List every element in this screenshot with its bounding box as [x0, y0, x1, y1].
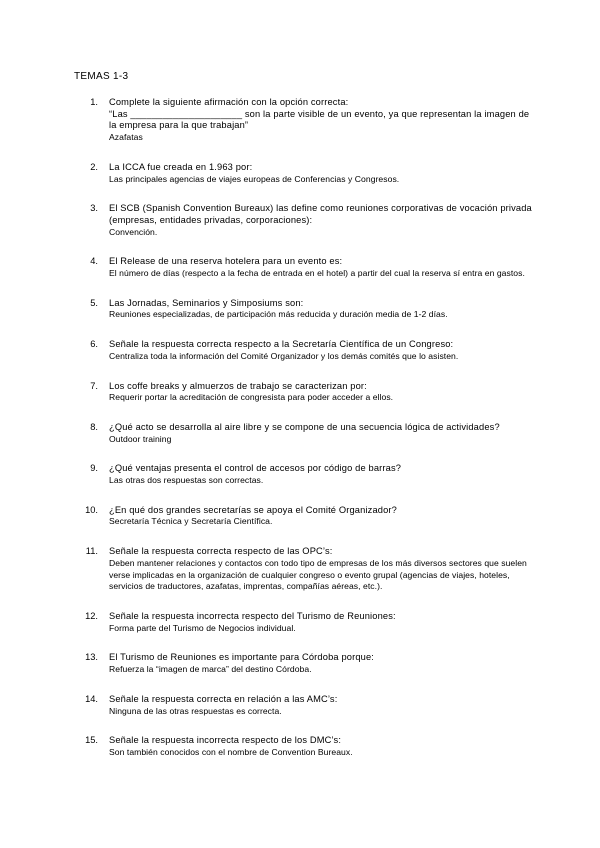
question-item	[74, 422, 534, 445]
question-item	[74, 339, 534, 362]
question-item	[74, 546, 534, 593]
question-text: La ICCA fue creada en 1.963 por:	[109, 161, 253, 172]
question-answer: Reuniones especializadas, de participación más reducida y duración media de 1-2 días.	[109, 309, 448, 320]
question-item	[74, 652, 534, 675]
question-number: 11.	[85, 546, 98, 557]
question-item	[74, 203, 534, 238]
question-answer: Centraliza toda la información del Comité Organizador y los demás comités que lo asisten.	[109, 350, 459, 361]
question-answer: Azafatas	[109, 132, 143, 143]
question-number: 13.	[85, 652, 98, 663]
question-answer: Las principales agencias de viajes europeas de Conferencias y Congresos.	[109, 173, 400, 184]
question-item	[74, 97, 534, 144]
question-text: Señale la respuesta correcta en relación a las AMC’s:	[109, 693, 338, 704]
question-answer: Requerir portar la acreditación de congresista para poder acceder a ellos.	[109, 392, 394, 403]
question-answer: Secretaría Técnica y Secretaría Científica.	[109, 516, 273, 527]
question-text: Señale la respuesta incorrecta respecto de los DMC’s:	[109, 735, 342, 746]
question-number: 3.	[90, 203, 98, 214]
question-item	[74, 611, 534, 634]
question-number: 6.	[90, 339, 98, 350]
question-number: 7.	[90, 380, 98, 391]
question-number: 8.	[90, 421, 98, 432]
question-number: 12.	[85, 610, 98, 621]
question-answer: Convención.	[109, 226, 158, 237]
question-number: 14.	[85, 693, 98, 704]
question-number: 5.	[90, 297, 98, 308]
question-text: Los coffe breaks y almuerzos de trabajo se caracterizan por:	[109, 380, 367, 391]
question-item	[74, 694, 534, 717]
question-text: ¿Qué acto se desarrolla al aire libre y se compone de una secuencia lógica de actividades?	[109, 421, 500, 432]
question-answer: Son también conocidos con el nombre de Convention Bureaux.	[109, 746, 353, 757]
question-answer: Ninguna de las otras respuestas es correcta.	[109, 705, 282, 716]
question-answer: Las otras dos respuestas son correctas.	[109, 475, 264, 486]
question-text: ¿En qué dos grandes secretarías se apoya el Comité Organizador?	[109, 504, 397, 515]
question-text: ¿Qué ventajas presenta el control de accesos por código de barras?	[109, 463, 402, 474]
question-answer: Deben mantener relaciones y contactos con todo tipo de empresas de los más diversos sectores que suelen verse implicadas en la organización de cualquier congreso o evento grupal (agencias de viajes, hoteles, servicios de traductores, azafatas, imprentas, compañías aéreas, etc.).	[109, 557, 527, 592]
question-text: El Turismo de Reuniones es importante para Córdoba porque:	[109, 652, 375, 663]
question-item	[74, 381, 534, 404]
question-text: El SCB (Spanish Convention Bureaux) las define como reuniones corporativas de vocación privada (empresas, entidades privadas, corporaciones):	[109, 203, 532, 225]
question-text: Señale la respuesta correcta respecto a la Secretaría Científica de un Congreso:	[109, 339, 454, 350]
question-answer: Forma parte del Turismo de Negocios individual.	[109, 622, 296, 633]
question-number: 9.	[90, 463, 98, 474]
question-item	[74, 162, 534, 185]
question-item	[74, 505, 534, 528]
question-item	[74, 463, 534, 486]
question-answer: Outdoor training	[109, 433, 172, 444]
question-number: 1.	[90, 97, 98, 107]
question-text: El Release de una reserva hotelera para un evento es:	[109, 256, 343, 267]
question-item	[74, 735, 534, 758]
question-text: Señale la respuesta correcta respecto de las OPC’s:	[109, 546, 333, 557]
question-number: 15.	[85, 735, 98, 746]
question-text: Señale la respuesta incorrecta respecto del Turismo de Reuniones:	[109, 610, 396, 621]
question-statement: “Las _____________________ son la parte visible de un evento, ya que representan la imagen de la empresa para la que trabajan”	[109, 108, 530, 131]
question-number: 2.	[90, 161, 98, 172]
question-text: Complete la siguiente afirmación con la opción correcta:	[109, 97, 349, 107]
question-list	[74, 97, 534, 777]
document-title: TEMAS 1-3	[74, 71, 129, 82]
question-text: Las Jornadas, Seminarios y Simposiums son:	[109, 297, 304, 308]
question-item	[74, 256, 534, 279]
question-number: 10.	[85, 504, 98, 515]
question-answer: El número de días (respecto a la fecha de entrada en el hotel) a partir del cual la reserva sí entra en gastos.	[109, 268, 525, 279]
question-item	[74, 298, 534, 321]
question-number: 4.	[90, 256, 98, 267]
question-answer: Refuerza la “imagen de marca” del destino Córdoba.	[109, 664, 312, 675]
